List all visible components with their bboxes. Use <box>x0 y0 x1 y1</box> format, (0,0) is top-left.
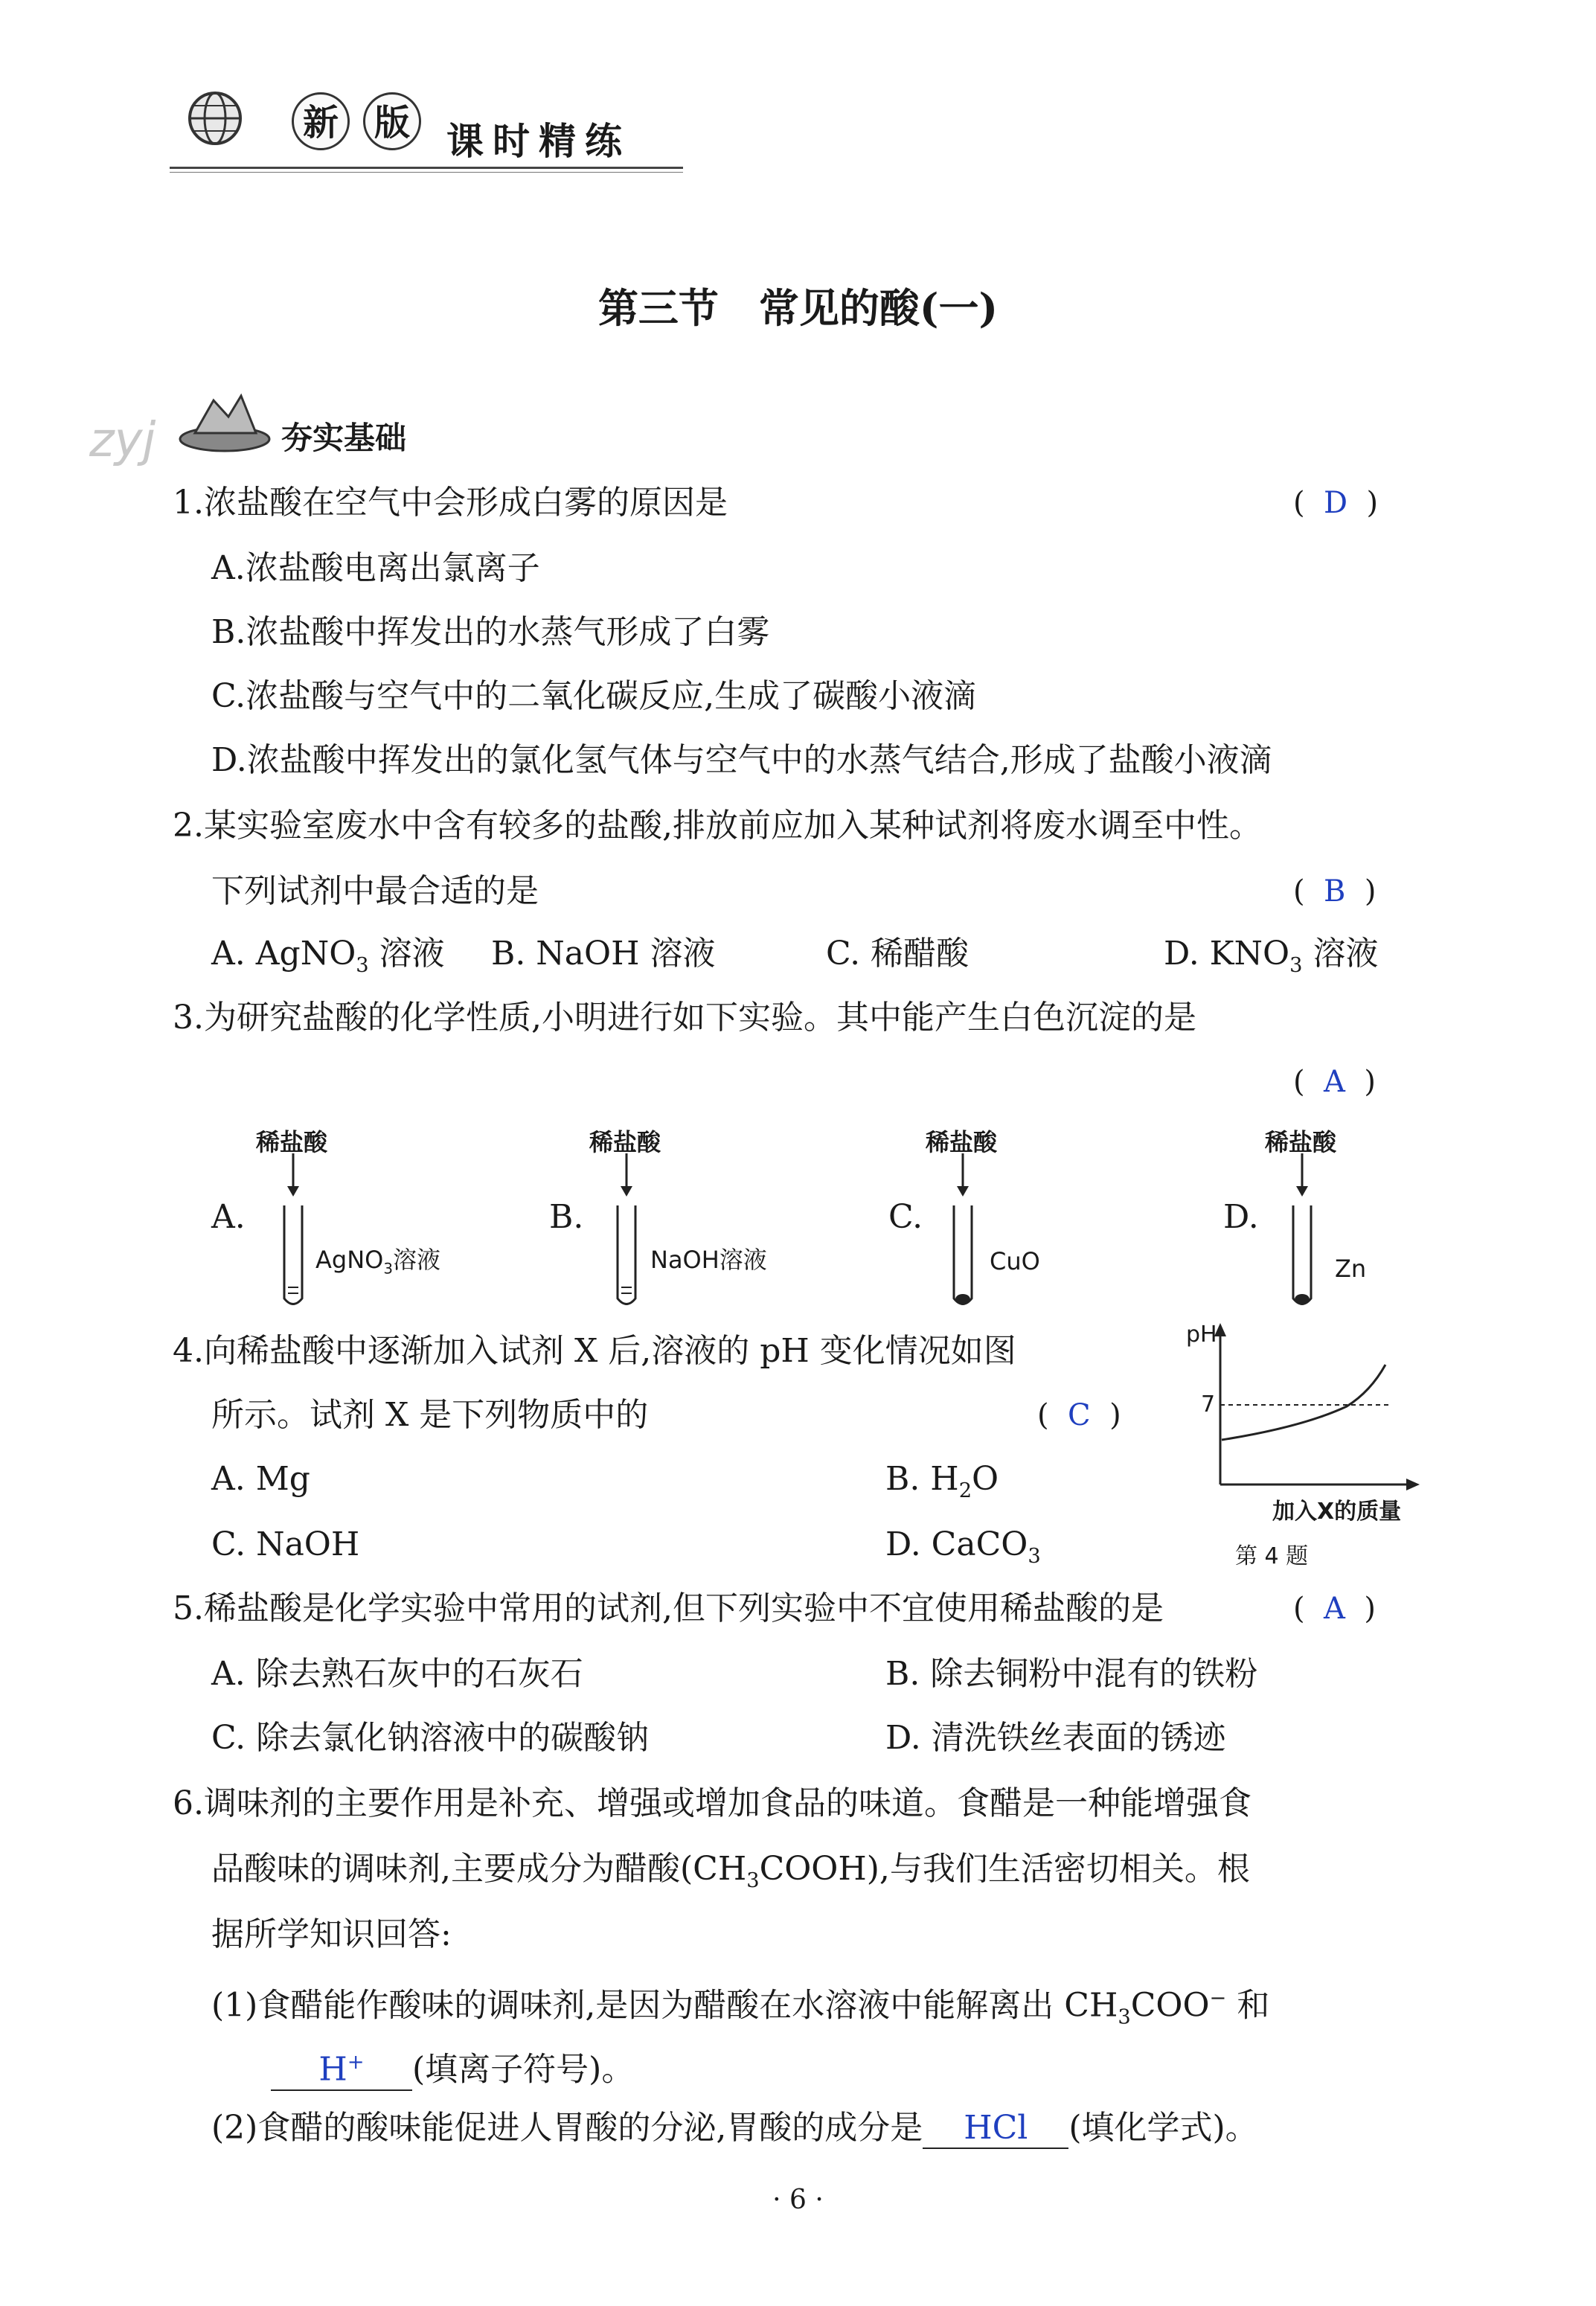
page-title: 第三节 常见的酸(一) <box>597 284 999 332</box>
header-badge-xin: 新 <box>292 92 350 150</box>
section-emblem-icon <box>173 387 277 457</box>
watermark: zyj <box>89 413 156 468</box>
q2-answer: B <box>1324 874 1346 909</box>
q3-answer: A <box>1324 1065 1345 1099</box>
header-rule <box>170 167 683 169</box>
q6-part2-answer: HCl <box>923 2109 1068 2149</box>
q1-option-b: B.浓盐酸中挥发出的水蒸气形成了白雾 <box>211 613 770 651</box>
q1-answer-paren: ( D ) <box>1293 486 1379 520</box>
q6-part1-answer-line: H+ (填离子符号)。 <box>271 2043 634 2091</box>
q4-ph-curve <box>1222 1365 1385 1440</box>
q6-part1: (1)食醋能作酸味的调味剂,是因为醋酸在水溶液中能解离出 $CH_3COO^-$ 和 <box>211 1986 1270 2029</box>
q2-stem-line2: 下列试剂中最合适的是 <box>211 872 539 910</box>
q3-answer-paren: ( A ) <box>1293 1065 1376 1099</box>
tube-a-icon <box>263 1153 368 1317</box>
tube-c-reagent: 稀盐酸 <box>926 1128 998 1156</box>
tube-b-icon <box>597 1153 701 1317</box>
q4-graph-ytick: 7 <box>1201 1391 1216 1418</box>
q4-graph-xlabel: 加入X的质量 <box>1272 1499 1402 1525</box>
q1-stem: 1.浓盐酸在空气中会形成白雾的原因是 <box>173 484 728 522</box>
q4-ph-graph <box>1176 1317 1429 1570</box>
q1-option-c: C.浓盐酸与空气中的二氧化碳反应,生成了碳酸小液滴 <box>211 677 977 715</box>
q5-answer-paren: ( A ) <box>1293 1592 1376 1626</box>
header-series-title: 课时精练 <box>446 120 631 163</box>
q5-option-a: A. 除去熟石灰中的石灰石 <box>211 1655 583 1693</box>
tube-d-reagent: 稀盐酸 <box>1265 1128 1337 1156</box>
tube-b-reagent: 稀盐酸 <box>589 1128 661 1156</box>
tube-a-letter: A. <box>211 1198 246 1236</box>
tube-d-letter: D. <box>1223 1198 1259 1236</box>
q6-line3: 据所学知识回答: <box>211 1915 452 1953</box>
q3-tubes-figure <box>211 1124 1476 1317</box>
q6-part2: (2)食醋的酸味能促进人胃酸的分泌,胃酸的成分是 HCl (填化学式)。 <box>211 2109 1258 2149</box>
tube-a-reagent: 稀盐酸 <box>256 1128 328 1156</box>
q2-option-d: D. $KNO_3$ 溶液 <box>1164 935 1379 977</box>
q5-option-d: D. 清洗铁丝表面的锈迹 <box>885 1719 1226 1757</box>
q5-answer: A <box>1324 1592 1345 1626</box>
q6-part1-answer: H+ <box>271 2043 412 2091</box>
q2-option-a: A. AgNO$_3$ 溶液 <box>211 935 445 977</box>
tube-c-letter: C. <box>888 1198 923 1236</box>
tube-d-icon <box>1272 1153 1377 1317</box>
q4-option-a: A. Mg <box>211 1460 310 1498</box>
header-badge-ban: 版 <box>363 92 421 150</box>
q4-answer-paren: ( C ) <box>1037 1398 1121 1432</box>
q4-answer: C <box>1068 1398 1091 1432</box>
q5-stem: 5.稀盐酸是化学实验中常用的试剂,但下列实验中不宜使用稀盐酸的是 <box>173 1589 1164 1627</box>
q4-stem-line1: 4.向稀盐酸中逐渐加入试剂 X 后,溶液的 pH 变化情况如图 <box>173 1332 1016 1370</box>
tube-c-icon <box>933 1153 1037 1317</box>
q2-stem-line1: 2.某实验室废水中含有较多的盐酸,排放前应加入某种试剂将废水调至中性。 <box>173 807 1262 845</box>
tube-b-label: NaOH溶液 <box>650 1246 767 1274</box>
q1-option-d: D.浓盐酸中挥发出的氯化氢气体与空气中的水蒸气结合,形成了盐酸小液滴 <box>211 741 1272 779</box>
tube-b-letter: B. <box>549 1198 584 1236</box>
q2-option-b: B. NaOH 溶液 <box>491 935 716 973</box>
header-rule-thin <box>170 172 683 173</box>
tube-a-label: AgNO$_3$溶液 <box>315 1246 440 1278</box>
section-heading: 夯实基础 <box>281 420 407 456</box>
q3-stem: 3.为研究盐酸的化学性质,小明进行如下实验。其中能产生白色沉淀的是 <box>173 999 1196 1037</box>
q4-graph-ylabel: pH <box>1186 1322 1217 1348</box>
q2-option-c: C. 稀醋酸 <box>826 935 970 973</box>
q4-option-c: C. NaOH <box>211 1525 360 1563</box>
q6-line1: 6.调味剂的主要作用是补充、增强或增加食品的味道。食醋是一种能增强食 <box>173 1784 1252 1822</box>
q1-answer: D <box>1324 486 1348 520</box>
q4-option-d: D. CaCO$_3$ <box>885 1525 1041 1568</box>
globe-logo-icon <box>186 89 244 147</box>
tube-d-label: Zn <box>1335 1255 1367 1283</box>
tube-c-label: CuO <box>990 1247 1040 1275</box>
q4-graph-caption: 第 4 题 <box>1235 1543 1309 1569</box>
q5-option-c: C. 除去氯化钠溶液中的碳酸钠 <box>211 1719 650 1757</box>
q4-stem-line2: 所示。试剂 X 是下列物质中的 <box>211 1396 649 1434</box>
q2-answer-paren: ( B ) <box>1293 874 1377 909</box>
q5-option-b: B. 除去铜粉中混有的铁粉 <box>885 1655 1258 1693</box>
q6-line2: 品酸味的调味剂,主要成分为醋酸$(CH_3COOH)$,与我们生活密切相关。根 <box>211 1850 1250 1892</box>
page-number: · 6 · <box>772 2185 824 2215</box>
q1-option-a: A.浓盐酸电离出氯离子 <box>211 549 540 587</box>
q4-option-b: B. $H_2O$ <box>885 1460 999 1502</box>
